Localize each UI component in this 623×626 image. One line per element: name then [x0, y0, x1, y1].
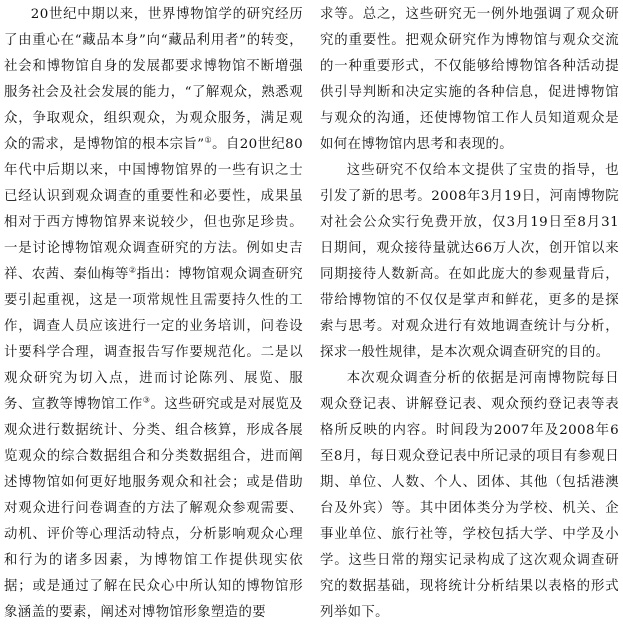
footnote-marker: ①: [204, 135, 213, 145]
footnote-marker: ③: [142, 395, 151, 405]
right-column: [320, 2, 619, 620]
text-segment: 20世纪中期以来，世界博物馆学的研究经历了由重心在“藏品本身”向“藏品利用者”的转变，社会和博物馆自身的发展都要求博物馆不断增强服务社会及社会发展的能力，“了解观众，熟悉观众，争取观众，组织观众，为观众服务，满足观众的需求，是博物馆的根本宗旨”: [4, 7, 303, 152]
text-segment: 。这些研究或是对展览及观众进行数据统计、分类、组合核算，形成各展览观众的综合数据组合和分类数据组合，进而阐述博物馆如何更好地服务观众和社会；或是借助对观众进行问卷调查的方法了解观众参观需要、动机、评价等心理活动特点，分析影响观众心理和行为的诸多因素，为博物馆工作提供现实依据；或是通过了解在民众心中所认知的博物馆形象涵盖的要素，阐述对博物馆形象塑造的要: [4, 397, 304, 620]
text-segment: 指出：博物馆观众调查研究要引起重视，这是一项常规性且需要持久性的工作，调查人员应该进行一定的业务培训，问卷设计要科学合理，调查报告写作要规范化。二是以观众研究为切入点，进而讨论陈列、展览、服务、宣教等博物馆工作: [4, 267, 303, 412]
footnote-marker: ②: [128, 265, 137, 275]
left-column: [4, 2, 304, 620]
paragraph-museum-studies-background: [4, 2, 303, 626]
paragraph-survey-basis: 本次观众调查分析的依据是河南博物院每日观众登记表、讲解登记表、观众预约登记表等表格所反映的内容。时间段为2007年及2008年6至8月，每日观众登记表中所记录的项目有参观日期、单位、人数、个人、团体、其他（包括港澳台及外宾）等。其中团体类分为学校、机关、企事业单位、旅行社等，学校包括大学、中学及小学。这些日常的翔实记录构成了这次观众调查研究的数据基础，现将统计分析结果以表格的形式列举如下。: [320, 371, 619, 620]
paragraph-continuation: 求等。总之，这些研究无一例外地强调了观众研究的重要性。把观众研究作为博物馆与观众交流的一种重要形式，不仅能够给博物馆各种活动提供引导判断和决定实施的各种信息，促进博物馆与观众的沟通，还使博物馆工作人员知道观众是如何在博物馆内思考和表现的。: [320, 7, 619, 152]
text-segment: 。自20世纪80年代中后期以来，中国博物馆界的一些有识之士已经认识到观众调查的重要性和必要性，成果虽相对于西方博物馆界来说较少，但也弥足珍贵。一是讨论博物馆观众调查研究的方法。例如史吉祥、农茜、秦仙梅等: [4, 137, 303, 282]
paragraph-free-admission: 这些研究不仅给本文提供了宝贵的指导，也引发了新的思考。2008年3月19日，河南博物院对社会公众实行免费开放，仅3月19日至8月31日期间，观众接待量就达66万人次，创开馆以来同期接待人数新高。在如此庞大的参观量背后，带给博物馆的不仅仅是掌声和鲜花，更多的是探索与思考。对观众进行有效地调查统计与分析，探求一般性规律，是本次观众调查研究的目的。: [320, 163, 619, 360]
